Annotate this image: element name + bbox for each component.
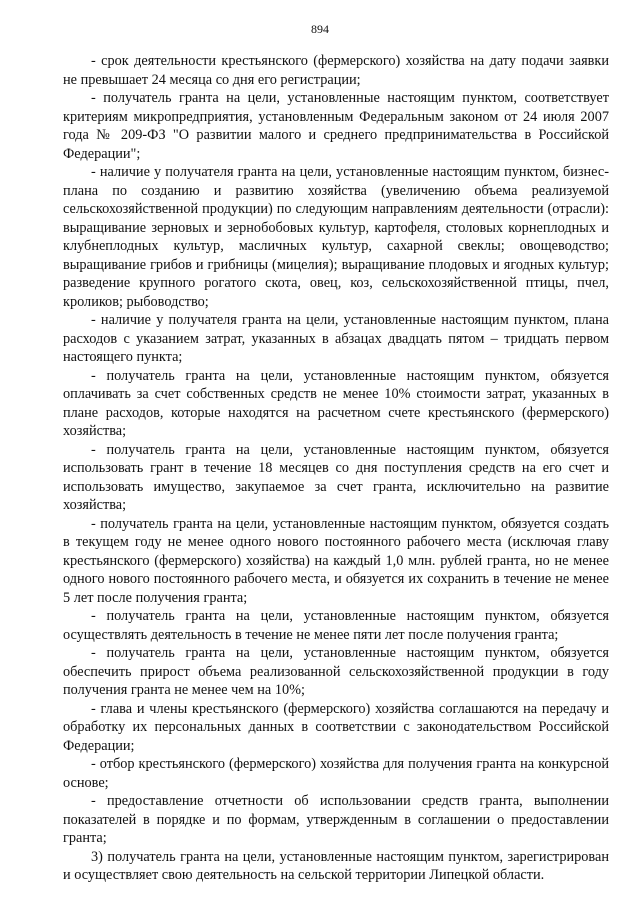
page-number: 894 [311,22,329,36]
paragraph-farm-age: - срок деятельности крестьянского (фермерского) хозяйства на дату подачи заявки не превышает 24 месяца со дня его регистрации; [63,53,609,88]
paragraph-expense-plan: - наличие у получателя гранта на цели, установленные настоящим пунктом, плана расходов с указанием затрат, указанных в абзацах двадцать пятом – тридцать первом настоящего пункта; [63,312,609,365]
paragraph-reporting: - предоставление отчетности об использовании средств гранта, выполнении показателей в порядке и по формам, утвержденным в соглашении о предоставлении гранта; [63,793,609,846]
paragraph-competition: - отбор крестьянского (фермерского) хозяйства для получения гранта на конкурсной основе; [63,756,609,791]
paragraph-activity-duration: - получатель гранта на цели, установленные настоящим пунктом, обязуется осуществлять деятельность в течение не менее пяти лет после получения гранта; [63,608,609,643]
paragraph-own-funds: - получатель гранта на цели, установленные настоящим пунктом, обязуется оплачивать за счет собственных средств не менее 10% стоимости затрат, указанных в плане расходов, которые находятся на расчетном счете крестьянского (фермерского) хозяйства; [63,367,609,439]
paragraph-production-growth: - получатель гранта на цели, установленные настоящим пунктом, обязуется обеспечить прирост объема реализованной сельскохозяйственной продукции в году получения гранта не менее чем на 10%; [63,645,609,698]
document-body [63,52,609,885]
paragraph-business-plan: - наличие у получателя гранта на цели, установленные настоящим пунктом, бизнес-плана по созданию и развитию хозяйства (увеличению объема реализуемой сельскохозяйственной продукции) по следующим направлениям деятельности (отрасли): выращивание зерновых и зернобобовых культур, картофеля, столовых корнеплодных и клубнеплодных культур, масличных культур, сахарной свеклы; овощеводство; выращивание грибов и грибницы (мицелия); выращивание плодовых и ягодных культур; разведение крупного рогатого скота, овец, коз, сельскохозяйственной птицы, пчел, кроликов; рыбоводство; [63,164,609,310]
paragraph-grant-usage: - получатель гранта на цели, установленные настоящим пунктом, обязуется использовать грант в течение 18 месяцев со дня поступления средств на его счет и использовать имущество, закупаемое за счет гранта, исключительно на развитие хозяйства; [63,441,609,513]
paragraph-microenterprise: - получатель гранта на цели, установленные настоящим пунктом, соответствует критериям микропредприятия, установленным Федеральным законом от 24 июля 2007 года № 209-ФЗ "О развитии малого и среднего предпринимательства в Российской Федерации"; [63,90,609,162]
paragraph-jobs: - получатель гранта на цели, установленные настоящим пунктом, обязуется создать в текущем году не менее одного нового постоянного рабочего места (исключая главу крестьянского (фермерского) хозяйства) на каждый 1,0 млн. рублей гранта, но не менее одного нового постоянного рабочего места, и обязуется их сохранить в течение не менее 5 лет после получения гранта; [63,515,609,606]
paragraph-registration: 3) получатель гранта на цели, установленные настоящим пунктом, зарегистрирован и осуществляет свою деятельность на сельской территории Липецкой области. [63,848,609,883]
paragraph-personal-data: - глава и члены крестьянского (фермерского) хозяйства соглашаются на передачу и обработку их персональных данных в соответствии с законодательством Российской Федерации; [63,700,609,754]
